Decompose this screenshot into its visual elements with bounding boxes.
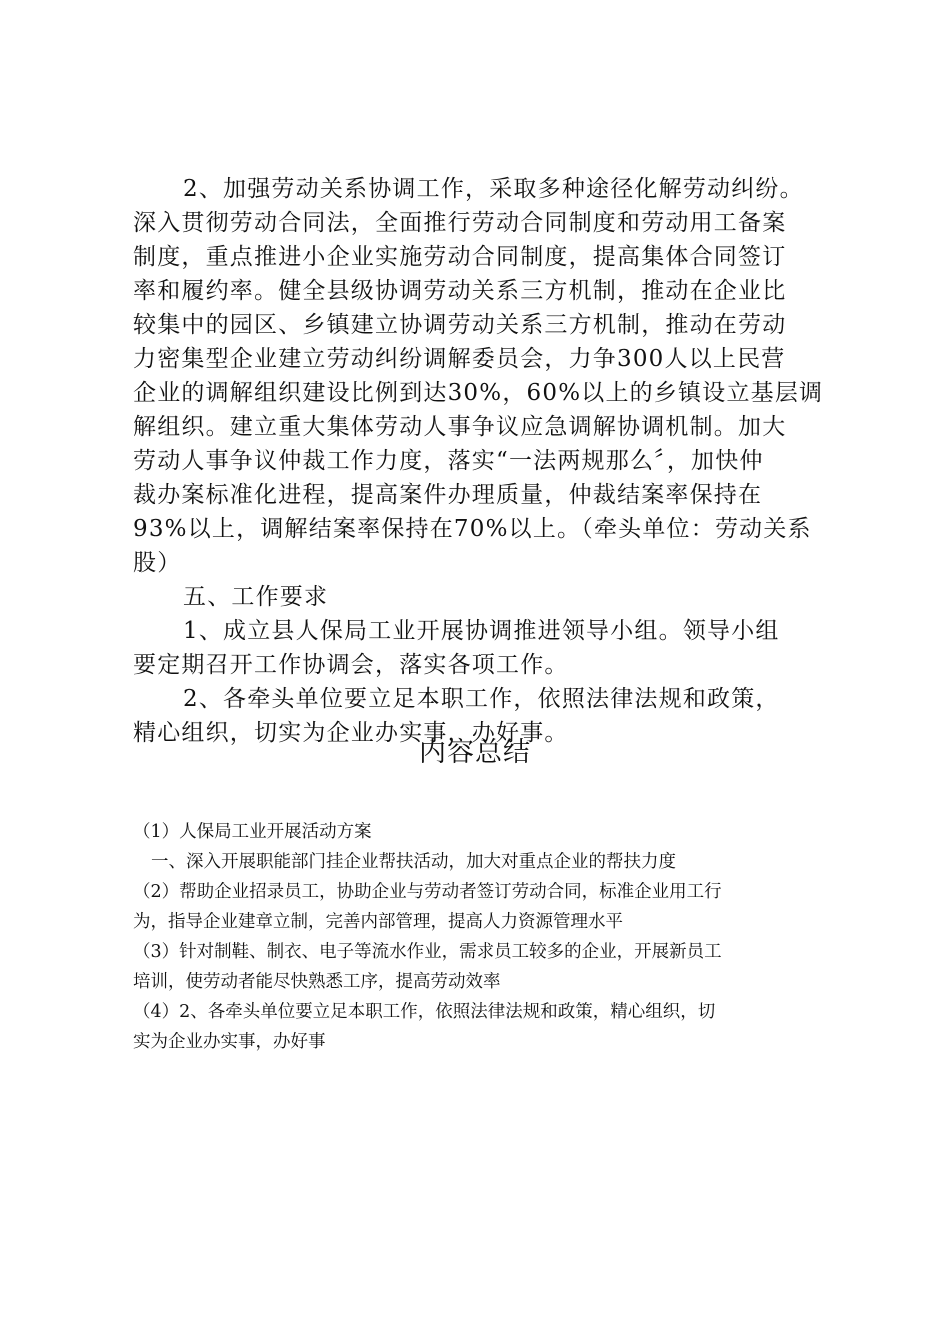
summary-line: 培训，使劳动者能尽快熟悉工序，提高劳动效率 [133,972,501,992]
paragraph-line: 企业的调解组织建设比例到达30%，60%以上的乡镇设立基层调 [133,380,824,406]
summary-list [133,817,833,1057]
summary-line: 实为企业办实事，办好事 [133,1032,326,1052]
paragraph-line: 率和履约率。健全县级协调劳动关系三方机制，推动在企业比 [133,278,787,304]
paragraph-line: 裁办案标准化进程，提高案件办理质量，仲裁结案率保持在 [133,482,763,508]
paragraph-line: 2、加强劳动关系协调工作，采取多种途径化解劳动纠纷。 [183,176,804,202]
paragraph-line: 要定期召开工作协调会，落实各项工作。 [133,652,569,678]
paragraph-line: 力密集型企业建立劳动纠纷调解委员会，力争300人以上民营 [133,346,786,372]
paragraph-line: 较集中的园区、乡镇建立协调劳动关系三方机制，推动在劳动 [133,312,787,338]
summary-line: （1）人保局工业开展活动方案 [133,822,372,842]
paragraph-line: 93%以上，调解结案率保持在70%以上。（牵头单位：劳动关系 [133,516,812,542]
paragraph-line: 深入贯彻劳动合同法，全面推行劳动合同制度和劳动用工备案 [133,210,787,236]
paragraph-line: 解组织。建立重大集体劳动人事争议应急调解协调机制。加大 [133,414,787,440]
paragraph-line: 2、各牵头单位要立足本职工作，依照法律法规和政策， [183,686,780,712]
body-text [133,172,833,750]
summary-line: 一、深入开展职能部门挂企业帮扶活动，加大对重点企业的帮扶力度 [151,852,676,872]
summary-line: （3）针对制鞋、制衣、电子等流水作业，需求员工较多的企业，开展新员工 [133,942,722,962]
paragraph-line: 股） [133,550,182,576]
summary-line: （4）2、各牵头单位要立足本职工作，依照法律法规和政策，精心组织，切 [133,1002,716,1022]
paragraph-line: 劳动人事争议仲裁工作力度，落实“一法两规那么〞，加快仲 [133,448,764,474]
paragraph-line: 制度，重点推进小企业实施劳动合同制度，提高集体合同签订 [133,244,787,270]
summary-line: 为，指导企业建章立制，完善内部管理，提高人力资源管理水平 [133,912,623,932]
paragraph-line: 1、成立县人保局工业开展协调推进领导小组。领导小组 [183,618,780,644]
summary-title: 内容总结 [419,737,531,768]
section-heading: 五、工作要求 [183,584,329,610]
summary-line: （2）帮助企业招录员工，协助企业与劳动者签订劳动合同，标准企业用工行 [133,882,722,902]
paragraph-line: 精心组织，切实为企业办实事，办好事。 [133,720,569,746]
